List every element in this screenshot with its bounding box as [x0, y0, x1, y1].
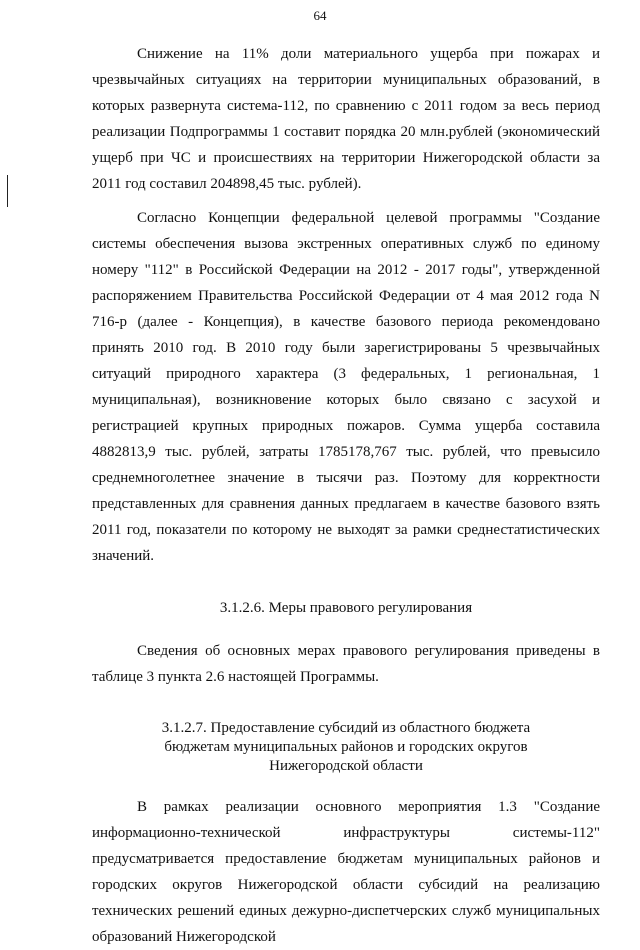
section-heading-legal-regulation: 3.1.2.6. Меры правового регулирования	[219, 600, 473, 616]
document-body	[92, 41, 600, 950]
heading-line: Нижегородской области	[269, 758, 423, 774]
paragraph-legal-measures: Сведения об основных мерах правового регулирования приведены в таблице 3 пункта 2.6 настоящей Программы.	[92, 643, 600, 685]
margin-mark	[7, 175, 8, 207]
paragraph-concept: Согласно Концепции федеральной целевой программы "Создание системы обеспечения вызова экстренных оперативных служб по единому номеру "112" в Российской Федерации на 2012 - 2017 годы", утвержденной распоряжением Правительства Российской Федерации от 4 мая 2012 года N 716-р (далее - Концепция), в качестве базового периода рекомендовано принять 2010 год. В 2010 году были зарегистрированы 5 чрезвычайных ситуаций природного характера (3 федеральных, 1 региональная, 1 муниципальная), возникновение которых было связано с засухой и регистрацией крупных природных пожаров. Сумма ущерба составила 4882813,9 тыс. рублей, затраты 1785178,767 тыс. рублей, что превысило среднемноголетнее значение в тысячи раз. Поэтому для корректности представленных для сравнения данных предлагаем в качестве базового взять 2011 год, показатели по которому не выходят за рамки среднестатистических значений.	[92, 210, 600, 564]
heading-line: 3.1.2.7. Предоставление субсидий из областного бюджета	[161, 720, 531, 736]
paragraph-subsidies: В рамках реализации основного мероприятия 1.3 "Создание информационно-технической инфраструктуры системы-112" предусматривается предоставление бюджетам муниципальных районов и городских округов Нижегородской области субсидий на реализацию технических решений единых дежурно-диспетчерских служб муниципальных образований Нижегородской	[92, 799, 600, 945]
page-number: 64	[313, 8, 327, 23]
section-heading-subsidies	[92, 719, 600, 776]
heading-line: бюджетам муниципальных районов и городских округов	[164, 739, 528, 755]
paragraph-damage-reduction: Снижение на 11% доли материального ущерба при пожарах и чрезвычайных ситуациях на территории муниципальных образований, в которых развернута система-112, по сравнению с 2011 годом за весь период реализации Подпрограммы 1 составит порядка 20 млн.рублей (экономический ущерб при ЧС и происшествиях на территории Нижегородской области за 2011 год составил 204898,45 тыс. рублей).	[92, 46, 600, 192]
